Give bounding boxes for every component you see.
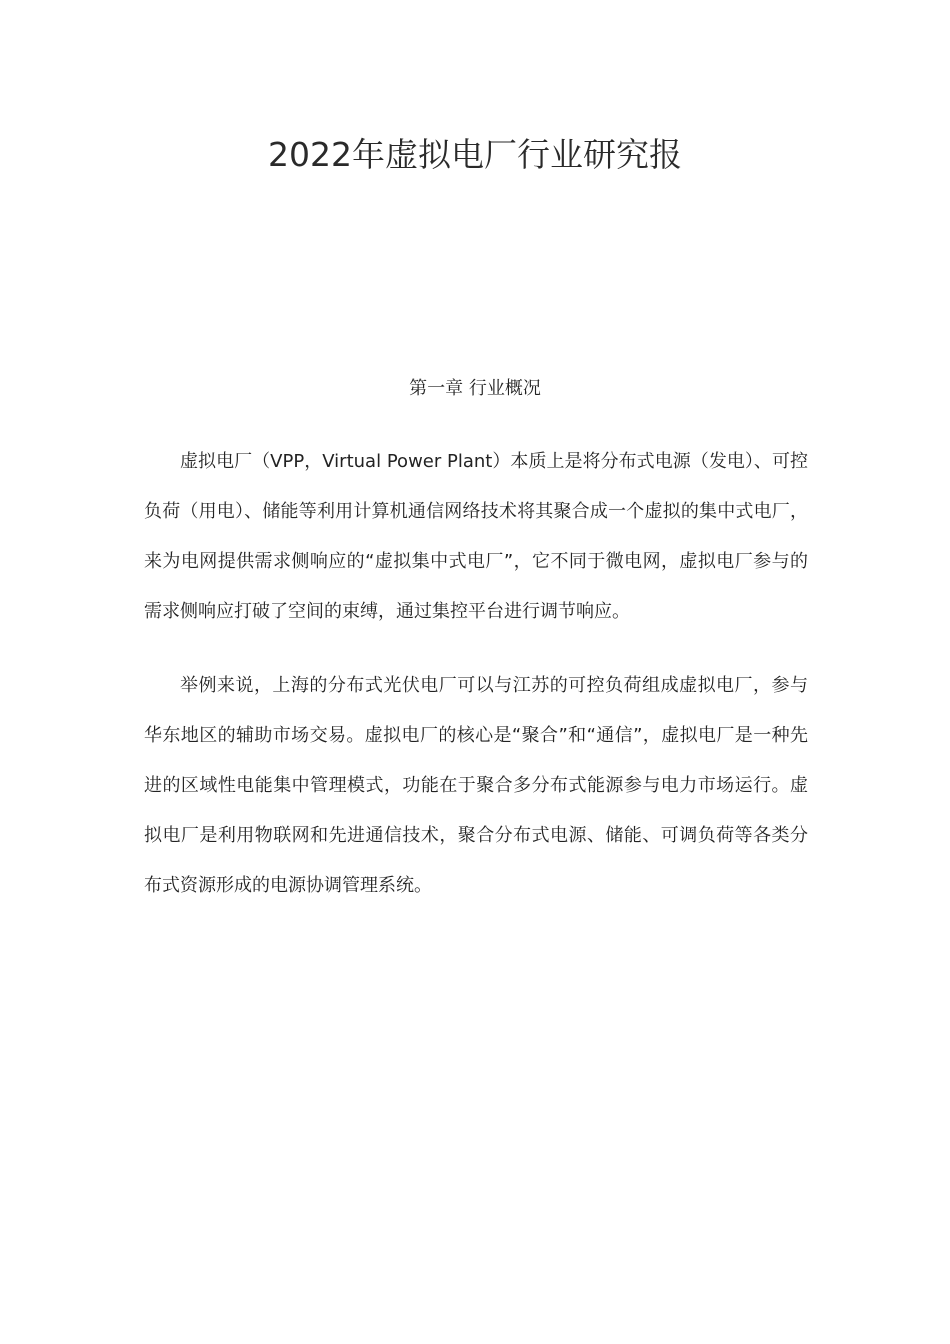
body-paragraph-2: 举例来说，上海的分布式光伏电厂可以与江苏的可控负荷组成虚拟电厂，参与华东地区的辅助市场交易。虚拟电厂的核心是“聚合”和“通信”，虚拟电厂是一种先进的区域性电能集中管理模式，功能在于聚合多分布式能源参与电力市场运行。虚拟电厂是利用物联网和先进通信技术，聚合分布式电源、储能、可调负荷等各类分布式资源形成的电源协调管理系统。 bbox=[144, 675, 808, 896]
body-paragraph-1: 虚拟电厂（VPP，Virtual Power Plant）本质上是将分布式电源（发电）、可控负荷（用电）、储能等利用计算机通信网络技术将其聚合成一个虚拟的集中式电厂，来为电网提供需求侧响应的“虚拟集中式电厂”，它不同于微电网，虚拟电厂参与的需求侧响应打破了空间的束缚，通过集控平台进行调节响应。 bbox=[144, 451, 808, 622]
chapter-heading: 第一章 行业概况 bbox=[409, 378, 541, 399]
document-title: 2022年虚拟电厂行业研究报 bbox=[268, 135, 682, 174]
